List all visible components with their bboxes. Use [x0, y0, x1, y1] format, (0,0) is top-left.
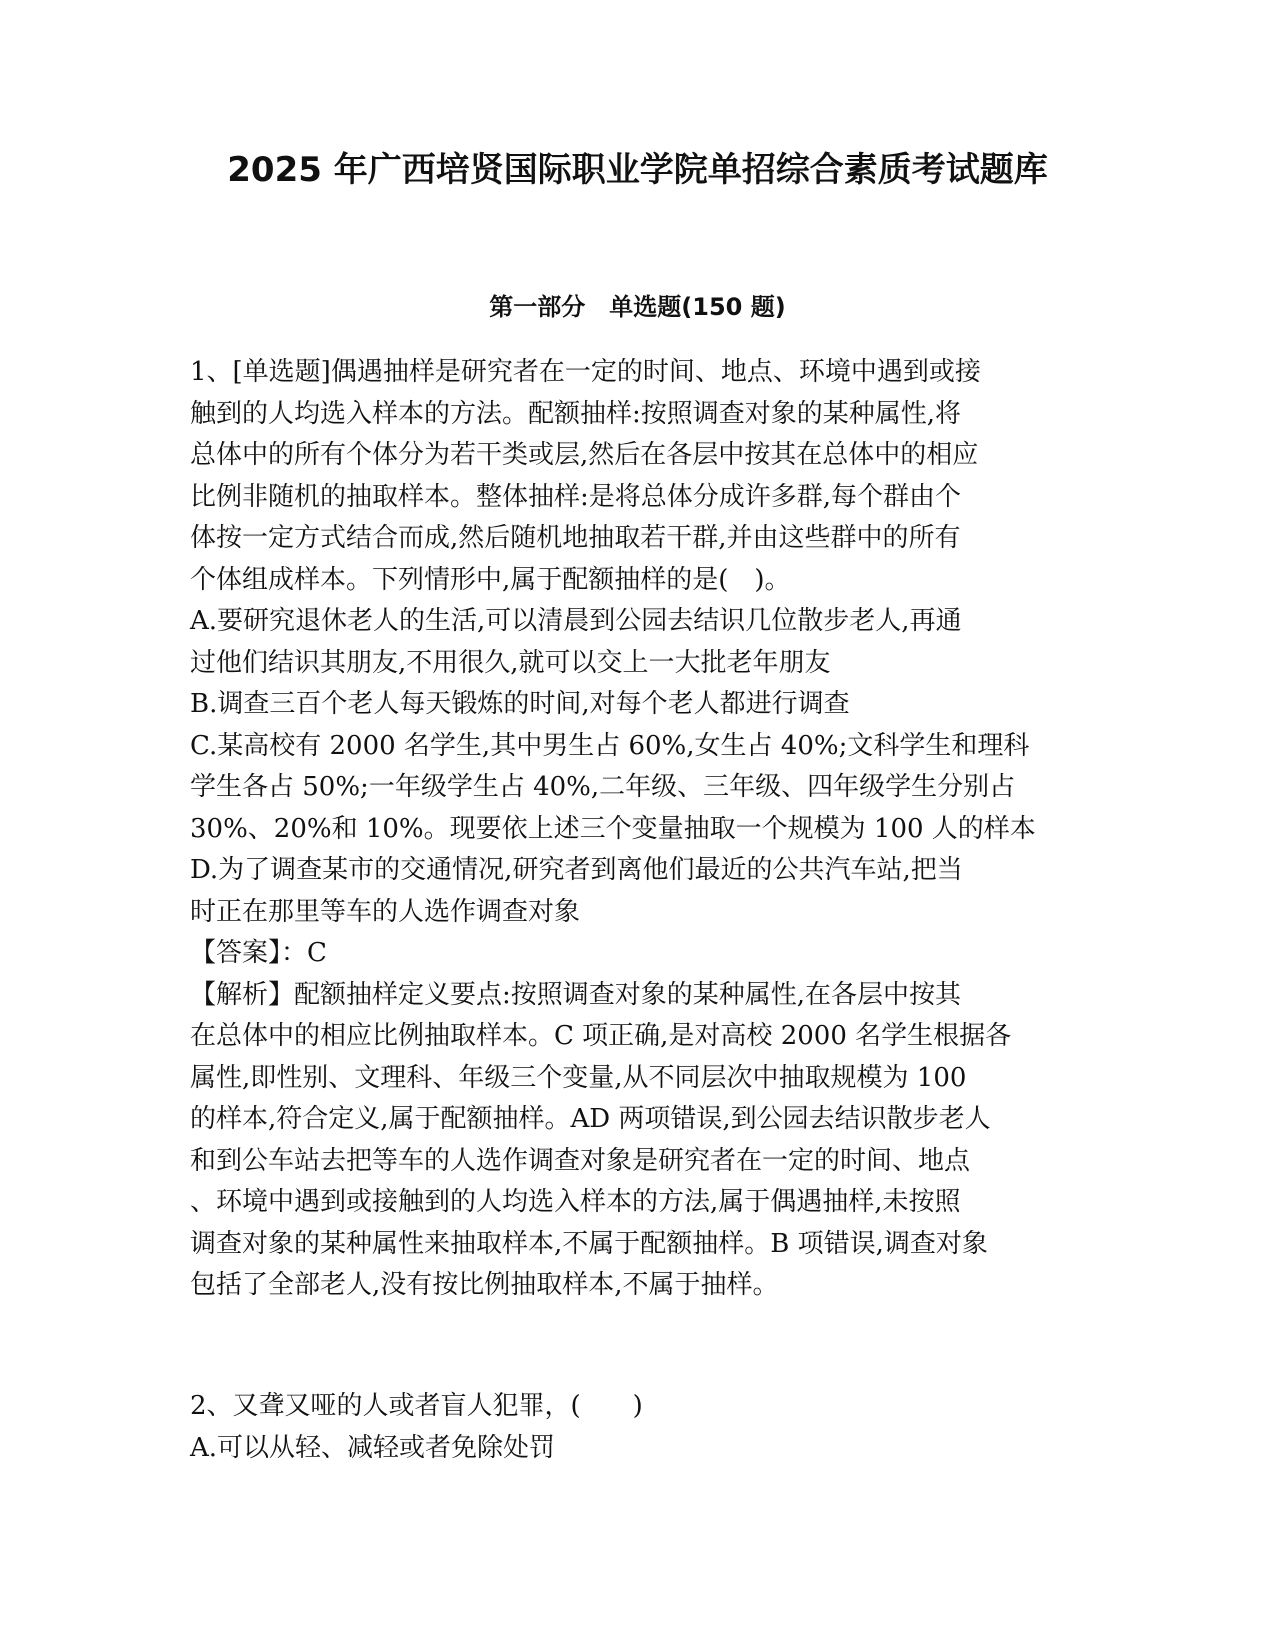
question-1-line: 【解析】配额抽样定义要点:按照调查对象的某种属性,在各层中按其	[190, 979, 962, 1010]
question-1-line: 时正在那里等车的人选作调查对象	[190, 896, 581, 927]
question-1-line: B.调查三百个老人每天锻炼的时间,对每个老人都进行调查	[190, 689, 850, 719]
question-1-line: C.某高校有 2000 名学生,其中男生占 60%,女生占 40%;文科学生和理科	[190, 730, 1030, 761]
question-1-line: 过他们结识其朋友,不用很久,就可以交上一大批老年朋友	[190, 647, 831, 678]
question-1-line: 、环境中遇到或接触到的人均选入样本的方法,属于偶遇抽样,未按照	[190, 1187, 961, 1217]
document-title: 2025 年广西培贤国际职业学院单招综合素质考试题库	[227, 150, 1048, 190]
question-1-line: 体按一定方式结合而成,然后随机地抽取若干群,并由这些群中的所有	[190, 523, 961, 553]
question-1-line: 学生各占 50%;一年级学生占 40%,二年级、三年级、四年级学生分别占	[190, 772, 1016, 802]
question-1-line: 触到的人均选入样本的方法。配额抽样:按照调查对象的某种属性,将	[190, 398, 962, 429]
question-1-line: 包括了全部老人,没有按比例抽取样本,不属于抽样。	[190, 1270, 779, 1300]
question-1-line: 的样本,符合定义,属于配额抽样。AD 两项错误,到公园去结识散步老人	[190, 1104, 991, 1134]
question-1-line: 1、[单选题]偶遇抽样是研究者在一定的时间、地点、环境中遇到或接	[190, 357, 981, 387]
question-1-line: 比例非随机的抽取样本。整体抽样:是将总体分成许多群,每个群由个	[190, 481, 962, 512]
question-1-line: 在总体中的相应比例抽取样本。C 项正确,是对高校 2000 名学生根据各	[190, 1021, 1012, 1051]
question-1-line: 和到公车站去把等车的人选作调查对象是研究者在一定的时间、地点	[190, 1145, 971, 1176]
question-1-line: 属性,即性别、文理科、年级三个变量,从不同层次中抽取规模为 100	[190, 1062, 967, 1093]
question-2-line: 2、又聋又哑的人或者盲人犯罪，( )	[190, 1391, 643, 1421]
question-1	[190, 352, 1090, 1307]
question-2	[190, 1386, 1090, 1469]
question-2-line: A.可以从轻、减轻或者免除处罚	[190, 1432, 556, 1463]
question-1-line: D.为了调查某市的交通情况,研究者到离他们最近的公共汽车站,把当	[190, 855, 963, 885]
question-1-line: 30%、20%和 10%。现要依上述三个变量抽取一个规模为 100 人的样本	[190, 813, 1036, 844]
question-1-line: 调查对象的某种属性来抽取样本,不属于配额抽样。B 项错误,调查对象	[190, 1228, 988, 1259]
section-title: 第一部分 单选题(150 题)	[489, 293, 786, 321]
question-1-line: A.要研究退休老人的生活,可以清晨到公园去结识几位散步老人,再通	[190, 606, 962, 636]
question-1-line: 总体中的所有个体分为若干类或层,然后在各层中按其在总体中的相应	[190, 440, 979, 470]
question-1-line: 【答案】：C	[190, 938, 327, 968]
question-1-line: 个体组成样本。下列情形中,属于配额抽样的是( )。	[190, 564, 791, 595]
